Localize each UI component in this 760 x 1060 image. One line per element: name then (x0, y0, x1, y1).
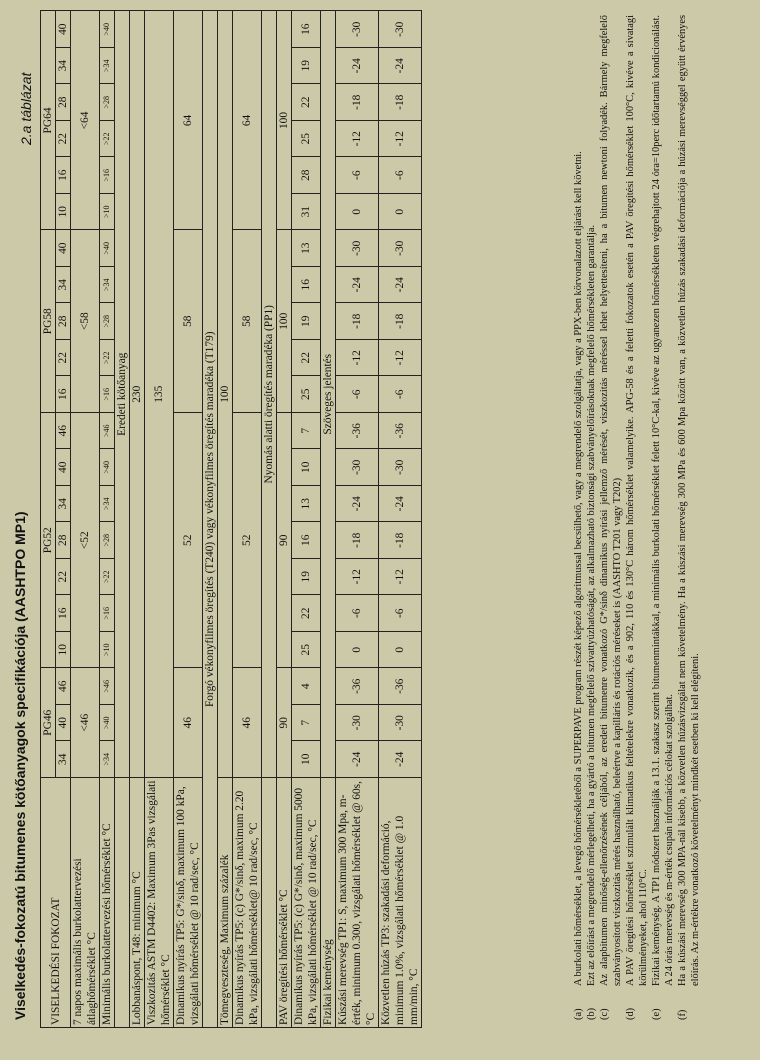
direct-tension-cell: -12 (379, 120, 422, 157)
dsr-pav-cell: 16 (292, 266, 321, 303)
dsr-pav-cell: 19 (292, 558, 321, 595)
table-label: 2.a táblázat (18, 72, 34, 145)
creep-cell: -30 (336, 705, 379, 742)
min-temp-cell: >34 (100, 741, 115, 778)
direct-tension-cell: -36 (379, 412, 422, 449)
footnote-text: A burkolati hőmérséklet, a levegő hőmérsékletéből a SUPERPAVE program részét képező algoritmussal becsülhető, vagy a megrendelő szolgáltatja, vagy a PPX-ben körvonalazott eljárást kell követni. (573, 151, 584, 986)
dsr-pav-cell: 28 (292, 157, 321, 194)
direct-tension-cell: 0 (379, 631, 422, 668)
section-spacer (262, 778, 277, 1028)
dsr-rtfo-label: Dinamikus nyírás TP5: (c) G*/sinδ, maximum 2.20 kPa, vizsgálati hőmérséklet@ 10 rad/sec, °C (233, 778, 262, 1028)
creep-cell: -6 (336, 157, 379, 194)
dsr-pav-cell: 4 (292, 668, 321, 705)
dsr-pav-cell: 16 (292, 11, 321, 48)
creep-cell: -12 (336, 558, 379, 595)
temp-grade-cell: 28 (56, 303, 71, 340)
creep-cell: -6 (336, 376, 379, 413)
footnote-label: (b) (586, 1007, 597, 1020)
dsr-pav-cell: 25 (292, 120, 321, 157)
table-row (41, 11, 56, 1028)
creep-cell: -18 (336, 84, 379, 121)
dsr-original-label: Dinamikus nyírás TP5: G*/sinδ, maximum 100 kPa, vizsgálati hőmérséklet @ 10 rad/sec, °C (174, 778, 203, 1028)
temp-grade-cell: 40 (56, 705, 71, 742)
dsr-pav-cell: 19 (292, 303, 321, 340)
creep-cell: -18 (336, 522, 379, 559)
temp-grade-cell: 46 (56, 668, 71, 705)
direct-tension-cell: -6 (379, 595, 422, 632)
direct-tension-cell: -24 (379, 47, 422, 84)
temp-grade-cell: 22 (56, 120, 71, 157)
viscosity-label: Viszkozitás ASTM D4402: Maximum 3Pas vizsgálati hőmérséklet °C (145, 778, 174, 1028)
creep-cell: -36 (336, 668, 379, 705)
section-row (203, 11, 218, 1028)
table-row (277, 11, 292, 1028)
footnote (650, 15, 676, 1020)
direct-tension-cell: -6 (379, 157, 422, 194)
footnote-text: Ezt az előírást a megrendelő mérlegelheti, ha a gyártó a bitumen megfelelő szivattyúzhatóságát, az alkalmazható biztonsági szabványelőírásoknak megfelelő hőmérsékleten garantálja. (586, 224, 597, 986)
min-temp-cell: >22 (100, 558, 115, 595)
table-row (174, 11, 203, 1028)
table-row (292, 11, 321, 1028)
flash-point-value: 230 (130, 11, 145, 778)
direct-tension-cell: -18 (379, 522, 422, 559)
temp-grade-cell: 16 (56, 595, 71, 632)
direct-tension-cell: -18 (379, 303, 422, 340)
page-title: Viselkedés-fokozatú bitumenes kötőanyagok specifikációja (AASHTPO MP1) (12, 511, 28, 1020)
creep-cell: -30 (336, 449, 379, 486)
dsr-pav-cell: 10 (292, 449, 321, 486)
min-temp-cell: >16 (100, 376, 115, 413)
direct-tension-cell: -24 (379, 485, 422, 522)
section-pav: Nyomás alatti öregítés maradéka (PP1) (262, 11, 277, 778)
physical-hardening-label: Fizikai keménység (321, 778, 336, 1028)
avg-temp-pg52: <52 (71, 412, 100, 668)
min-temp-cell: >46 (100, 412, 115, 449)
table-row (145, 11, 174, 1028)
dsr-pav-cell: 13 (292, 485, 321, 522)
temp-grade-cell: 10 (56, 631, 71, 668)
min-temp-cell: >16 (100, 157, 115, 194)
min-temp-cell: >40 (100, 230, 115, 267)
section-optional: Szöveges jelentés (321, 11, 336, 778)
table-row (233, 11, 262, 1028)
temp-grade-cell: 40 (56, 11, 71, 48)
temp-grade-cell: 16 (56, 157, 71, 194)
pav-temp-pg46: 90 (277, 668, 292, 778)
footnote-label: (a) (573, 1008, 584, 1020)
temp-grade-cell: 28 (56, 84, 71, 121)
direct-tension-cell: -36 (379, 668, 422, 705)
footnote-text: A PAV öregítési hőmérséklet szimulált klimatikus feltételekre vonatkozik, és a 902, 110 és 130°C három hőmérséklet valamelyike. APG-58 és a feletti fokozatok esetén a PAV öregítési hőmérséklet 100°C, kivéve a sivatagi körülményeket, ahol 110°C. (625, 15, 649, 986)
creep-cell: -6 (336, 595, 379, 632)
footnote-label: (e) (651, 1008, 662, 1020)
avg-temp-pg46: <46 (71, 668, 100, 778)
min-temp-cell: >28 (100, 522, 115, 559)
section-rtfo: Forgó vékonyfilmes öregítés (T240) vagy vékonyfilmes öregítés maradéka (T179) (203, 11, 218, 1028)
creep-cell: -24 (336, 266, 379, 303)
footnote (624, 15, 650, 1020)
temp-grade-cell: 22 (56, 558, 71, 595)
creep-cell: -12 (336, 120, 379, 157)
creep-cell: -18 (336, 303, 379, 340)
min-temp-cell: >40 (100, 449, 115, 486)
direct-tension-cell: -24 (379, 266, 422, 303)
dsr-pav-cell: 13 (292, 230, 321, 267)
group-header-pg64: PG64 (41, 11, 56, 230)
pav-temp-pg52: 90 (277, 412, 292, 668)
footnote (572, 15, 585, 1020)
dsr-rtfo-pg58: 58 (233, 230, 262, 413)
min-temp-cell: >10 (100, 193, 115, 230)
creep-cell: -24 (336, 741, 379, 778)
temp-grade-cell: 40 (56, 449, 71, 486)
dsr-pav-cell: 31 (292, 193, 321, 230)
footnote-text: Ha a kúszási merevség 300 MPA-nál kisebb, a közvetlen húzásvizsgálat nem követelmény. Ha a kúszási merevség 300 MPa és 600 Mpa között van, a közvetlen húzás szakadási deformációja a húzási merevséggel együtt érvényes előírás. Az m-értékre vonatkozó követelményt mindkét esetben ki kell elégíteni. (677, 15, 701, 986)
avg-temp-pg58: <58 (71, 230, 100, 413)
temp-grade-cell: 10 (56, 193, 71, 230)
min-temp-cell: >40 (100, 11, 115, 48)
footnote-label: (c) (599, 1008, 610, 1020)
section-original-binder: Eredeti kötőanyag (115, 11, 130, 778)
temp-grade-cell: 34 (56, 47, 71, 84)
min-temp-cell: >10 (100, 631, 115, 668)
pav-temp-pg64: 100 (277, 11, 292, 230)
temp-grade-cell: 40 (56, 230, 71, 267)
direct-tension-cell: -18 (379, 84, 422, 121)
footnote-label: (f) (677, 1009, 688, 1020)
temp-grade-cell: 46 (56, 412, 71, 449)
section-row (262, 11, 277, 1028)
direct-tension-cell: -24 (379, 741, 422, 778)
creep-cell: -12 (336, 339, 379, 376)
dsr-pav-cell: 25 (292, 631, 321, 668)
dsr-pav-cell: 25 (292, 376, 321, 413)
min-temp-cell: >22 (100, 120, 115, 157)
dsr-original-pg64: 64 (174, 11, 203, 230)
section-spacer (115, 778, 130, 1028)
creep-cell: 0 (336, 193, 379, 230)
table-row (71, 11, 100, 1028)
footnote (598, 15, 624, 1020)
min-temp-cell: >34 (100, 266, 115, 303)
table-row (130, 11, 145, 1028)
table-row (321, 11, 336, 1028)
creep-stiffness-label: Kúszási merevség TP1: S, maximum 300 Mpa, m-érték, minimum 0.300, vizsgálati hőmérséklet @ 60s, °C (336, 778, 379, 1028)
min-temp-cell: >28 (100, 303, 115, 340)
direct-tension-cell: -30 (379, 11, 422, 48)
flash-point-label: Lobbanáspont, T48: minimum °C (130, 778, 145, 1028)
grade-header: VISELKEDÉSI FOKOZAT (41, 778, 71, 1028)
dsr-pav-cell: 19 (292, 47, 321, 84)
creep-cell: -30 (336, 230, 379, 267)
footnote-text: Az alapbitumen minőség-ellenőrzésének céljából, az eredeti bitumenre vonatkozó G*/sinδ dinamikus nyírási jellemző mérését, viszkozitás méréssel lehet helyettesíteni, ha a bitumen newtoni folyadék. Bármely megfelelő szabványosított viszkozitás mérés használható, beleértve a kapilláris és rotációs méréseket is (AASHTO T201 vagy T202) (599, 15, 623, 986)
dsr-pav-cell: 7 (292, 705, 321, 742)
direct-tension-cell: -30 (379, 230, 422, 267)
dsr-pav-cell: 16 (292, 522, 321, 559)
dsr-rtfo-pg64: 64 (233, 11, 262, 230)
specification-table (40, 10, 422, 1028)
dsr-pav-cell: 22 (292, 339, 321, 376)
dsr-pav-label: Dinamikus nyírás TP5: (c) G*/sinδ, maximum 5000 kPa, vizsgálati hőmérséklet @ 10 rad/sec, °C (292, 778, 321, 1028)
temp-grade-cell: 34 (56, 266, 71, 303)
footnote (585, 15, 598, 1020)
group-header-pg52: PG52 (41, 412, 56, 668)
dsr-pav-cell: 22 (292, 595, 321, 632)
temp-grade-cell: 34 (56, 741, 71, 778)
section-row (115, 11, 130, 1028)
group-header-pg46: PG46 (41, 668, 56, 778)
dsr-original-pg52: 52 (174, 412, 203, 668)
creep-cell: -24 (336, 485, 379, 522)
dsr-rtfo-pg46: 46 (233, 668, 262, 778)
mass-loss-label: Tömegveszteség, Maximum százalék (218, 778, 233, 1028)
creep-cell: -36 (336, 412, 379, 449)
footnote (676, 15, 702, 1020)
temp-grade-cell: 16 (56, 376, 71, 413)
temp-grade-cell: 34 (56, 485, 71, 522)
dsr-original-pg58: 58 (174, 230, 203, 413)
viscosity-value: 135 (145, 11, 174, 778)
min-temp-label: Minimális burkolattervezési hőmérséklet °C (100, 778, 115, 1028)
creep-cell: -30 (336, 11, 379, 48)
footnote-text: Fizikai keménység. A TP1 módszert használják a 13.1. szakasz szerint bitumenmintákkal, a minimális burkolati hőmérséklet felett 10°C-kal, kivéve az ugyanezen hőmérsékleten végrehajtott 24 óra=10perc időtartamú kondicionálást. A 24 órás merevség és m-érték csupán információs célokat szolgálhat. (651, 15, 675, 986)
dsr-pav-cell: 10 (292, 741, 321, 778)
footnotes (572, 15, 702, 1020)
min-temp-cell: >40 (100, 705, 115, 742)
direct-tension-cell: 0 (379, 193, 422, 230)
group-header-pg58: PG58 (41, 230, 56, 413)
table-row (100, 11, 115, 1028)
dsr-pav-cell: 22 (292, 84, 321, 121)
min-temp-cell: >16 (100, 595, 115, 632)
direct-tension-cell: -30 (379, 449, 422, 486)
temp-grade-cell: 22 (56, 339, 71, 376)
min-temp-cell: >34 (100, 47, 115, 84)
table-row (218, 11, 233, 1028)
creep-cell: 0 (336, 631, 379, 668)
direct-tension-cell: -12 (379, 558, 422, 595)
direct-tension-cell: -30 (379, 705, 422, 742)
table-row (336, 11, 379, 1028)
footnote-label: (d) (625, 1007, 636, 1020)
min-temp-cell: >22 (100, 339, 115, 376)
creep-cell: -24 (336, 47, 379, 84)
dsr-pav-cell: 7 (292, 412, 321, 449)
direct-tension-cell: -12 (379, 339, 422, 376)
pav-temp-pg58: 100 (277, 230, 292, 413)
min-temp-cell: >46 (100, 668, 115, 705)
avg-temp-label: 7 napos maximális burkolattervezési átlaghőmérséklet °C (71, 778, 100, 1028)
min-temp-cell: >28 (100, 84, 115, 121)
temp-grade-cell: 28 (56, 522, 71, 559)
dsr-rtfo-pg52: 52 (233, 412, 262, 668)
avg-temp-pg64: <64 (71, 11, 100, 230)
min-temp-cell: >34 (100, 485, 115, 522)
pav-temp-label: PAV öregítési hőmérséklet °C (277, 778, 292, 1028)
direct-tension-cell: -6 (379, 376, 422, 413)
table-row (379, 11, 422, 1028)
dsr-original-pg46: 46 (174, 668, 203, 778)
mass-loss-value: 100 (218, 11, 233, 778)
direct-tension-label: Közvetlen húzás TP3: szakadási deformáció, minimum 1.0%, vizsgálati hőmérséklet @ 1.0 mm/min, °C (379, 778, 422, 1028)
